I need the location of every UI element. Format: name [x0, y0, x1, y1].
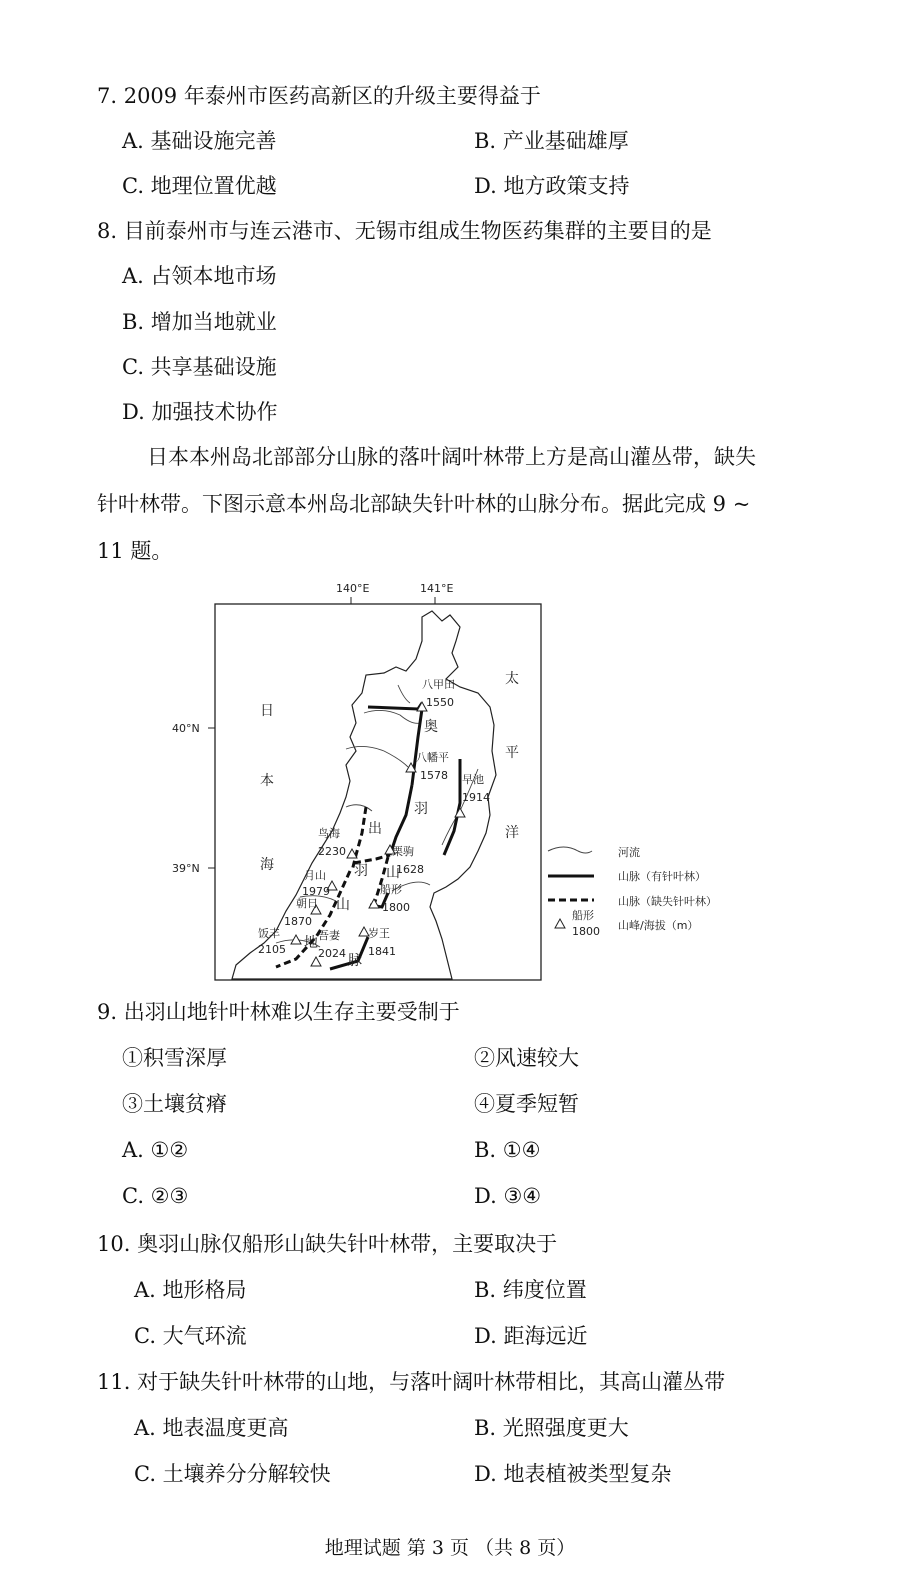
q8-option-c: C. 共享基础设施: [122, 355, 277, 379]
q11-option-d: D. 地表植被类型复杂: [474, 1462, 672, 1486]
peak-name-chokai: 鸟海: [318, 827, 340, 840]
q9-stem: 9. 出羽山地针叶林难以生存主要受制于: [97, 1000, 460, 1024]
dewa-char-3: 山: [336, 897, 350, 913]
legend-river-label: 河流: [618, 846, 640, 859]
q9-option-d: D. ③④: [474, 1184, 542, 1208]
intro-line-2: 针叶林带。下图示意本州岛北部缺失针叶林的山脉分布。据此完成 9 ~: [97, 492, 751, 516]
q10-option-b: B. 纬度位置: [474, 1278, 587, 1302]
ocean-east-char-3: 洋: [505, 825, 519, 841]
peak-name-azuma: 吾妻: [318, 929, 340, 942]
peak-elev-chokai: 2230: [318, 845, 346, 858]
q7-option-a: A. 基础设施完善: [122, 129, 277, 153]
ou-char-1: 奥: [424, 719, 438, 735]
dewa-char-1: 出: [368, 821, 382, 837]
honshu-coastline: [232, 611, 496, 979]
peak-elev-hayachine: 1914: [462, 791, 490, 804]
q7-option-b: B. 产业基础雄厚: [474, 129, 629, 153]
intro-line-3: 11 题。: [97, 539, 173, 563]
ou-char-2: 羽: [414, 801, 428, 817]
lon-label-140: 140°E: [336, 582, 370, 595]
q11-option-c: C. 土壤养分分解较快: [134, 1462, 331, 1486]
q9-option-a: A. ①②: [122, 1138, 189, 1162]
q9-statement-1: ①积雪深厚: [122, 1046, 227, 1070]
page-footer: 地理试题 第 3 页 （共 8 页）: [324, 1537, 576, 1559]
peak-name-hachimantai: 八幡平: [416, 751, 449, 764]
legend-river-symbol: [548, 847, 592, 853]
q7-option-d: D. 地方政策支持: [474, 174, 630, 198]
lon-label-141: 141°E: [420, 582, 454, 595]
q9-statement-3: ③土壤贫瘠: [122, 1092, 227, 1116]
sea-west-char-1: 日: [260, 703, 274, 719]
map-legend: [548, 845, 717, 938]
q11-stem: 11. 对于缺失针叶林带的山地，与落叶阔叶林带相比，其高山灌丛带: [97, 1370, 726, 1394]
q8-option-b: B. 增加当地就业: [122, 310, 277, 334]
q8-option-a: A. 占领本地市场: [122, 264, 277, 288]
dewa-char-2: 羽: [354, 863, 368, 879]
sea-west-char-3: 海: [260, 857, 274, 873]
ocean-east-char-1: 太: [505, 671, 519, 687]
legend-dashed-label: 山脉（缺失针叶林）: [618, 895, 717, 908]
peak-name-funagata: 船形: [380, 883, 402, 896]
legend-peak-sample-name: 船形: [572, 909, 594, 922]
peak-elev-asahi: 1870: [284, 915, 312, 928]
sea-west-char-2: 本: [260, 773, 274, 789]
ocean-east-char-2: 平: [505, 745, 519, 761]
ou-char-3: 山: [386, 865, 400, 881]
ou-char-4: 脉: [348, 953, 362, 969]
peak-elev-funagata: 1800: [382, 901, 410, 914]
q8-stem: 8. 目前泰州市与连云港市、无锡市组成生物医药集群的主要目的是: [97, 219, 712, 243]
q9-statement-4: ④夏季短暂: [474, 1092, 579, 1116]
q11-option-b: B. 光照强度更大: [474, 1416, 629, 1440]
q7-stem: 7. 2009 年泰州市医药高新区的升级主要得益于: [97, 84, 541, 108]
peak-elev-hakkoda: 1550: [426, 696, 454, 709]
peak-name-zao: 岁王: [368, 927, 390, 940]
peak-elev-gassan: 1979: [302, 885, 330, 898]
lat-label-39n: 39°N: [172, 862, 200, 875]
peak-name-asahi: 朝日: [296, 897, 318, 910]
peak-elev-azuma: 2024: [318, 947, 346, 960]
peak-elev-kurikoma: 1628: [396, 863, 424, 876]
q10-stem: 10. 奥羽山脉仅船形山缺失针叶林带，主要取决于: [97, 1232, 558, 1256]
q7-option-c: C. 地理位置优越: [122, 174, 277, 198]
dewa-char-4: 地: [304, 935, 318, 951]
legend-solid-label: 山脉（有针叶林）: [618, 870, 706, 883]
q10-option-a: A. 地形格局: [134, 1278, 247, 1302]
legend-peak-sample-elev: 1800: [572, 925, 600, 938]
peak-name-gassan: 月山: [304, 869, 326, 882]
q10-option-d: D. 距海远近: [474, 1324, 588, 1348]
legend-peak-symbol: [555, 919, 565, 928]
legend-peak-label: 山峰/海拔（m）: [618, 919, 699, 932]
lat-label-40n: 40°N: [172, 722, 200, 735]
q9-option-b: B. ①④: [474, 1138, 541, 1162]
peak-elev-zao: 1841: [368, 945, 396, 958]
q10-option-c: C. 大气环流: [134, 1324, 247, 1348]
q11-option-a: A. 地表温度更高: [134, 1416, 289, 1440]
peak-name-kurikoma: 栗驹: [392, 845, 414, 858]
map-svg: [160, 575, 780, 985]
peak-name-iide: 饭丰: [258, 927, 280, 940]
map-figure: [160, 575, 780, 985]
q9-option-c: C. ②③: [122, 1184, 189, 1208]
q8-option-d: D. 加强技术协作: [122, 400, 278, 424]
intro-line-1: 日本本州岛北部部分山脉的落叶阔叶林带上方是高山灌丛带，缺失: [147, 445, 756, 469]
peak-name-hakkoda: 八甲田: [422, 678, 455, 691]
q9-statement-2: ②风速较大: [474, 1046, 579, 1070]
peak-elev-iide: 2105: [258, 943, 286, 956]
peak-name-hayachine: 早池: [462, 773, 484, 786]
peak-elev-hachimantai: 1578: [420, 769, 448, 782]
